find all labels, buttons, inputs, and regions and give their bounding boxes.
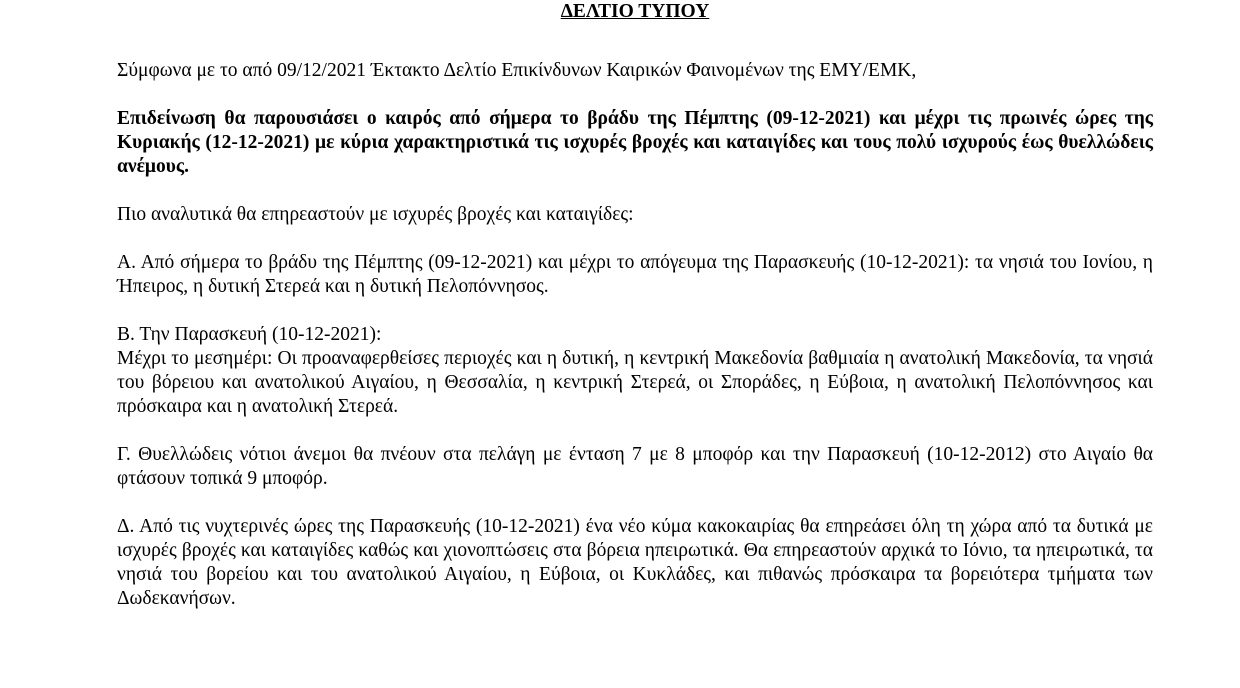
section-c-paragraph: Γ. Θυελλώδεις νότιοι άνεμοι θα πνέουν στα πελάγη με ένταση 7 με 8 μποφόρ και την Παρασκευή (10-12-2012) στο Αιγαίο θα φτάσουν τοπικά 9 μποφόρ. [117, 444, 1153, 489]
summary-paragraph: Επιδείνωση θα παρουσιάσει ο καιρός από σήμερα το βράδυ της Πέμπτης (09-12-2021) και μέχρι τις πρωινές ώρες της Κυριακής (12-12-2021) με κύρια χαρακτηριστικά τις ισχυρές βροχές και καταιγίδες και τους πολύ ισχυρούς έως θυελλώδεις ανέμους. [117, 108, 1153, 177]
section-d-paragraph: Δ. Από τις νυχτερινές ώρες της Παρασκευής (10-12-2021) ένα νέο κύμα κακοκαιρίας θα επηρεάσει όλη τη χώρα από τα δυτικά με ισχυρές βροχές και καταιγίδες καθώς και χιονοπτώσεις στα βόρεια ηπειρωτικά. Θα επηρεαστούν αρχικά το Ιόνιο, τα ηπειρωτικά, τα νησιά του βορείου και του ανατολικού Αιγαίου, η Εύβοια, οι Κυκλάδες, και πιθανώς πρόσκαιρα τα βορειότερα τμήματα των Δωδεκανήσων. [117, 516, 1153, 609]
section-b-body: Μέχρι το μεσημέρι: Οι προαναφερθείσες περιοχές και η δυτική, η κεντρική Μακεδονία βαθμιαία η ανατολική Μακεδονία, τα νησιά του βόρειου και ανατολικού Αιγαίου, η Θεσσαλία, η κεντρική Στερεά, οι Σποράδες, η Εύβοια, η ανατολική Πελοπόννησος και πρόσκαιρα και η ανατολική Στερεά. [117, 348, 1153, 417]
section-a-paragraph: Α. Από σήμερα το βράδυ της Πέμπτης (09-12-2021) και μέχρι το απόγευμα της Παρασκευής (10-12-2021): τα νησιά του Ιονίου, η Ήπειρος, η δυτική Στερεά και η δυτική Πελοπόννησος. [117, 252, 1153, 297]
intro-paragraph: Σύμφωνα με το από 09/12/2021 Έκτακτο Δελτίο Επικίνδυνων Καιρικών Φαινομένων της ΕΜΥ/ΕΜΚ, [117, 60, 917, 81]
affected-areas-intro: Πιο αναλυτικά θα επηρεαστούν με ισχυρές βροχές και καταιγίδες: [117, 204, 634, 225]
press-release-document [117, 0, 1153, 611]
section-b-block [117, 323, 1153, 419]
document-title: ΔΕΛΤΙΟ ΤΥΠΟΥ [560, 1, 710, 22]
section-b-heading: Β. Την Παρασκευή (10-12-2021): [117, 324, 382, 345]
